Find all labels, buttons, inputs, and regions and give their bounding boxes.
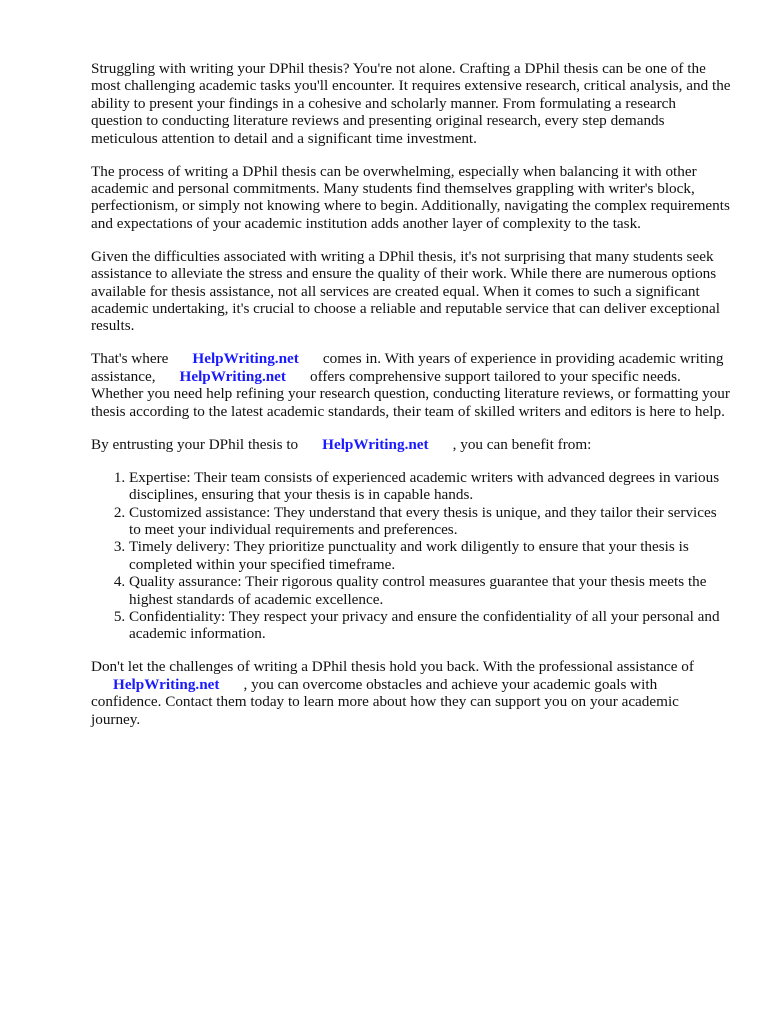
- document-page: [91, 60, 731, 744]
- benefits-lead-paragraph: [91, 436, 731, 453]
- list-item: 4. Quality assurance: Their rigorous quality control measures guarantee that your thesis meets the highest standards of academic excellence.: [129, 573, 731, 608]
- helpwriting-link[interactable]: HelpWriting.net: [113, 675, 220, 693]
- helpwriting-intro-paragraph: [91, 350, 731, 420]
- text-segment: offers comprehensive support tailored to your specific needs. Whether you need help refining your research question, conducting literature reviews, or formatting your thesis according to the latest academic standards, their team of skilled writers and editors is here to help.: [91, 367, 730, 420]
- text-segment: That's where: [91, 350, 169, 368]
- assistance-paragraph: Given the difficulties associated with writing a DPhil thesis, it's not surprising that many students seek assistance to alleviate the stress and ensure the quality of their work. While there are numerous options available for thesis assistance, not all services are created equal. When it comes to such a significant academic undertaking, it's crucial to choose a reliable and reputable service that can deliver exceptional results.: [91, 247, 720, 335]
- text-segment: , you can overcome obstacles and achieve your academic goals with confidence. Contact them today to learn more about how they can support you on your academic journey.: [91, 675, 679, 728]
- closing-paragraph: [91, 658, 731, 728]
- list-item: 5. Confidentiality: They respect your privacy and ensure the confidentiality of all your personal and academic information.: [129, 608, 731, 643]
- helpwriting-link[interactable]: HelpWriting.net: [322, 435, 429, 453]
- text-segment: By entrusting your DPhil thesis to: [91, 435, 299, 453]
- helpwriting-link[interactable]: HelpWriting.net: [179, 367, 286, 385]
- text-segment: Don't let the challenges of writing a DPhil thesis hold you back. With the professional assistance of: [91, 658, 694, 676]
- list-item: 1. Expertise: Their team consists of experienced academic writers with advanced degrees in various disciplines, ensuring that your thesis is in capable hands.: [129, 469, 731, 504]
- benefits-list: [91, 469, 731, 643]
- intro-paragraph: Struggling with writing your DPhil thesis? You're not alone. Crafting a DPhil thesis can be one of the most challenging academic tasks you'll encounter. It requires extensive research, critical analysis, and the ability to present your findings in a cohesive and scholarly manner. From formulating a research question to conducting literature reviews and presenting original research, every step demands meticulous attention to detail and a significant time investment.: [91, 60, 731, 147]
- text-segment: , you can benefit from:: [452, 435, 592, 453]
- text-segment: comes in. With years of experience in providing academic writing assistance,: [91, 350, 724, 385]
- list-item: 2. Customized assistance: They understand that every thesis is unique, and they tailor their services to meet your individual requirements and preferences.: [129, 504, 731, 539]
- helpwriting-link[interactable]: HelpWriting.net: [192, 350, 299, 368]
- challenges-paragraph: The process of writing a DPhil thesis can be overwhelming, especially when balancing it with other academic and personal commitments. Many students find themselves grappling with writer's block, perfectionism, or simply not knowing where to begin. Additionally, navigating the complex requirements and expectations of your academic institution adds another layer of complexity to the task.: [91, 162, 730, 232]
- list-item: 3. Timely delivery: They prioritize punctuality and work diligently to ensure that your thesis is completed within your specified timeframe.: [129, 538, 731, 573]
